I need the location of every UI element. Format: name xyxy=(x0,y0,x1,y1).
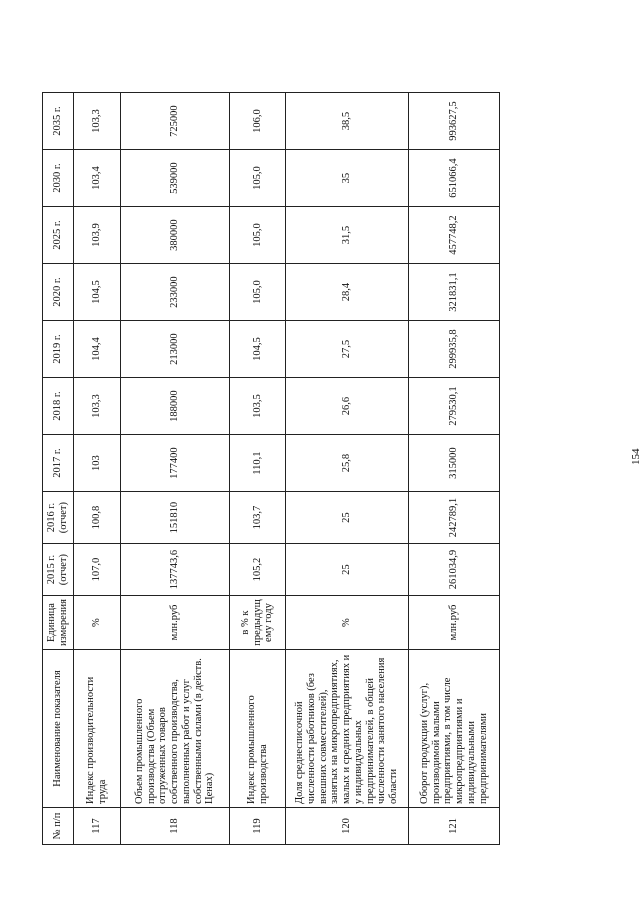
value-cell: 25 xyxy=(286,544,409,596)
value-cell: 103,9 xyxy=(74,207,121,264)
value-cell: 993627,5 xyxy=(409,93,500,150)
value-cell: 27,5 xyxy=(286,321,409,378)
value-cell: 110,1 xyxy=(230,435,286,492)
value-cell: 539000 xyxy=(121,150,230,207)
header-2035: 2035 г. xyxy=(43,93,74,150)
header-2020: 2020 г. xyxy=(43,264,74,321)
value-cell: 188000 xyxy=(121,378,230,435)
table-row xyxy=(230,93,286,845)
header-2018: 2018 г. xyxy=(43,378,74,435)
header-2019: 2019 г. xyxy=(43,321,74,378)
header-2030: 2030 г. xyxy=(43,150,74,207)
value-cell: 380000 xyxy=(121,207,230,264)
value-cell: 103 xyxy=(74,435,121,492)
value-cell: 151810 xyxy=(121,492,230,544)
value-cell: 25 xyxy=(286,492,409,544)
header-2025: 2025 г. xyxy=(43,207,74,264)
value-cell: 279530,1 xyxy=(409,378,500,435)
indicator-name: Объем промышленного производства (Объем отгруженных товаров собственного производства, выполненных работ и услуг собственными силами (в действ. Ценах) xyxy=(121,650,230,808)
value-cell: 105,2 xyxy=(230,544,286,596)
unit-cell: % xyxy=(286,596,409,650)
page-number: 154 xyxy=(630,448,642,465)
value-cell: 100,8 xyxy=(74,492,121,544)
value-cell: 105,0 xyxy=(230,264,286,321)
value-cell: 103,3 xyxy=(74,93,121,150)
header-unit: Единица измерения xyxy=(43,596,74,650)
indicator-name: Индекс промышленного производства xyxy=(230,650,286,808)
indicator-name: Индекс производительности труда xyxy=(74,650,121,808)
header-2016: 2016 г. (отчет) xyxy=(43,492,74,544)
row-number: 119 xyxy=(230,808,286,845)
value-cell: 651066,4 xyxy=(409,150,500,207)
value-cell: 28,4 xyxy=(286,264,409,321)
value-cell: 31,5 xyxy=(286,207,409,264)
value-cell: 213000 xyxy=(121,321,230,378)
row-number: 117 xyxy=(74,808,121,845)
table-row xyxy=(286,93,409,845)
value-cell: 106,0 xyxy=(230,93,286,150)
value-cell: 177400 xyxy=(121,435,230,492)
indicator-name: Доля среднесписочной численности работников (без внешних совместителей), занятых на микропредприятиях, малых и средних предприятиях и у индивидуальных предпринимателей, в общей численности занятого населения области xyxy=(286,650,409,808)
value-cell: 105,0 xyxy=(230,207,286,264)
value-cell: 103,7 xyxy=(230,492,286,544)
indicators-table xyxy=(42,92,500,845)
value-cell: 725000 xyxy=(121,93,230,150)
unit-cell: млн.руб xyxy=(409,596,500,650)
indicator-name: Оборот продукции (услуг), производимой малыми предприятиями, в том числе микропредприятиями и индивидуальными предпринимателями xyxy=(409,650,500,808)
value-cell: 26,6 xyxy=(286,378,409,435)
value-cell: 103,5 xyxy=(230,378,286,435)
header-num: № п/п xyxy=(43,808,74,845)
value-cell: 107,0 xyxy=(74,544,121,596)
value-cell: 104,5 xyxy=(74,264,121,321)
value-cell: 457748,2 xyxy=(409,207,500,264)
table-row xyxy=(74,93,121,845)
unit-cell: в % к предыдущ ему году xyxy=(230,596,286,650)
value-cell: 315000 xyxy=(409,435,500,492)
value-cell: 103,3 xyxy=(74,378,121,435)
row-number: 121 xyxy=(409,808,500,845)
table-row xyxy=(409,93,500,845)
value-cell: 137743,6 xyxy=(121,544,230,596)
value-cell: 103,4 xyxy=(74,150,121,207)
header-2015: 2015 г. (отчет) xyxy=(43,544,74,596)
value-cell: 233000 xyxy=(121,264,230,321)
unit-cell: % xyxy=(74,596,121,650)
value-cell: 35 xyxy=(286,150,409,207)
row-number: 120 xyxy=(286,808,409,845)
value-cell: 242789,1 xyxy=(409,492,500,544)
header-name: Наименование показателя xyxy=(43,650,74,808)
value-cell: 25,8 xyxy=(286,435,409,492)
value-cell: 104,5 xyxy=(230,321,286,378)
table-row xyxy=(121,93,230,845)
value-cell: 321831,1 xyxy=(409,264,500,321)
row-number: 118 xyxy=(121,808,230,845)
unit-cell: млн.руб xyxy=(121,596,230,650)
header-row xyxy=(43,93,74,845)
value-cell: 299935,8 xyxy=(409,321,500,378)
value-cell: 104,4 xyxy=(74,321,121,378)
header-2017: 2017 г. xyxy=(43,435,74,492)
value-cell: 261034,9 xyxy=(409,544,500,596)
value-cell: 38,5 xyxy=(286,93,409,150)
value-cell: 105,0 xyxy=(230,150,286,207)
